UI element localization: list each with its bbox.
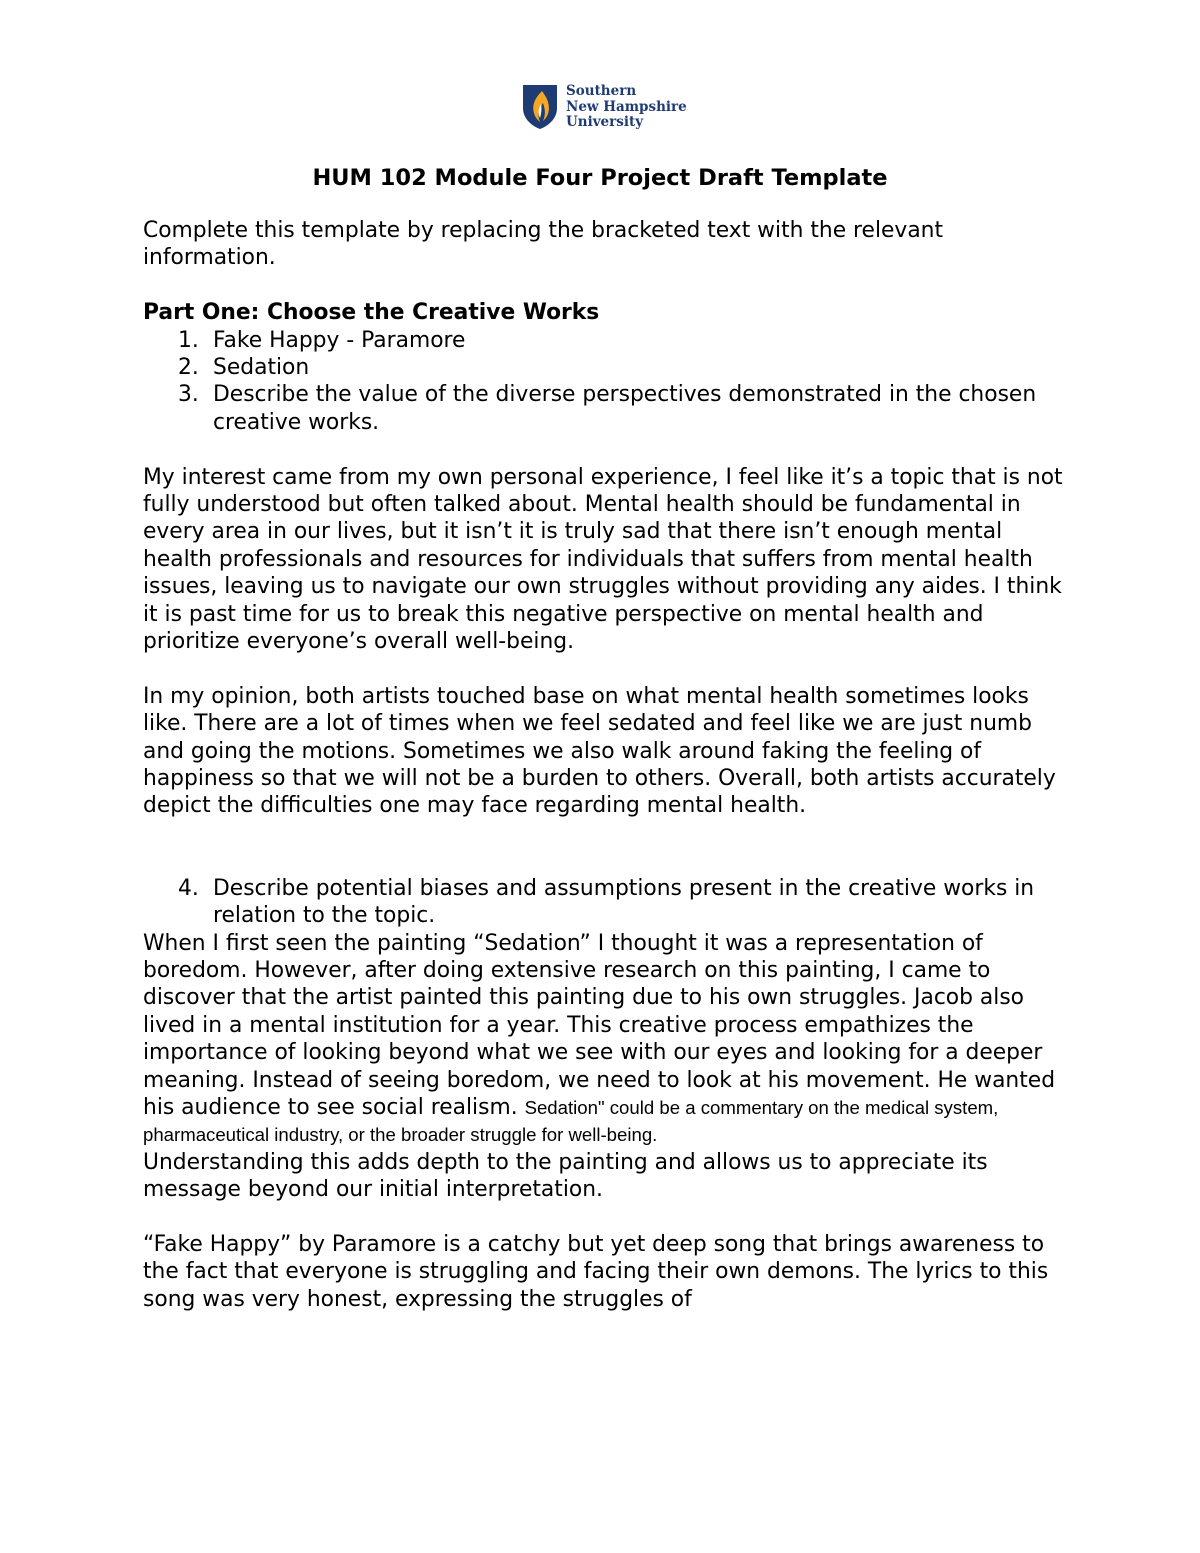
list-number: 4. (178, 875, 199, 901)
paragraph-sedation (143, 930, 1068, 1149)
paragraph-fake-happy: “Fake Happy” by Paramore is a catchy but yet deep song that brings awareness to the fact that everyone is struggling and facing their own demons. The lyrics to this song was very honest, expressing the struggles of (143, 1231, 1049, 1312)
list-item (143, 875, 1068, 930)
list-item-text: Sedation (213, 355, 310, 381)
list-item-text: Describe the value of the diverse perspectives demonstrated in the chosen creative works. (213, 382, 1037, 435)
list-item-text: Fake Happy - Paramore (213, 327, 466, 353)
paragraph-opinion: In my opinion, both artists touched base on what mental health sometimes looks like. There are a lot of times when we feel sedated and feel like we are just numb and going the motions. Sometimes we also walk around faking the feeling of happiness so that we will not be a burden to others. Overall, both artists accurately depict the difficulties one may face regarding mental health. (143, 683, 1056, 819)
document-body (143, 217, 1068, 1313)
logo-wordmark (566, 84, 687, 131)
logo-line-2: New Hampshire (566, 98, 687, 115)
intro-text: Complete this template by replacing the bracketed text with the relevant information. (143, 218, 944, 271)
part-one-heading: Part One: Choose the Creative Works (143, 300, 600, 326)
list-item (143, 354, 1068, 381)
biases-list (143, 875, 1068, 930)
list-item (143, 327, 1068, 354)
creative-works-list (143, 327, 1068, 437)
sedation-main-text: When I first seen the painting “Sedation” I thought it was a representation of boredom. However, after doing extensive research on this painting, I came to discover that the artist painted this painting due to his own struggles. Jacob also lived in a mental institution for a year. This creative process empathizes the importance of looking beyond what we see with our eyes and looking for a deeper meaning. Instead of seeing boredom, we need to look at his movement. He wanted his audience to see social realism. (143, 930, 1056, 1120)
logo-line-1: Southern (566, 83, 637, 99)
document-title: HUM 102 Module Four Project Draft Template (312, 165, 888, 191)
list-number: 1. (178, 327, 199, 353)
logo-line-3: University (566, 114, 644, 130)
university-logo (522, 84, 687, 131)
list-number: 2. (178, 355, 199, 381)
list-item (143, 381, 1068, 436)
list-number: 3. (178, 382, 199, 408)
sedation-small-text: Sedation" could be a commentary on the medical system, pharmaceutical industry, or the broader struggle for well-being. (143, 1096, 999, 1146)
flame-shield-icon (522, 84, 558, 130)
paragraph-interest: My interest came from my own personal experience, I feel like it’s a topic that is not fully understood but often talked about. Mental health should be fundamental in every area in our lives, but it isn’t it is truly sad that there isn’t enough mental health professionals and resources for individuals that suffers from mental health issues, leaving us to navigate our own struggles without providing any aides. I think it is past time for us to break this negative perspective on mental health and prioritize everyone’s overall well-being. (143, 464, 1063, 655)
list-item-text: Describe potential biases and assumptions present in the creative works in relation to the topic. (213, 875, 1035, 929)
paragraph-understanding: Understanding this adds depth to the painting and allows us to appreciate its message beyond our initial interpretation. (143, 1149, 988, 1203)
